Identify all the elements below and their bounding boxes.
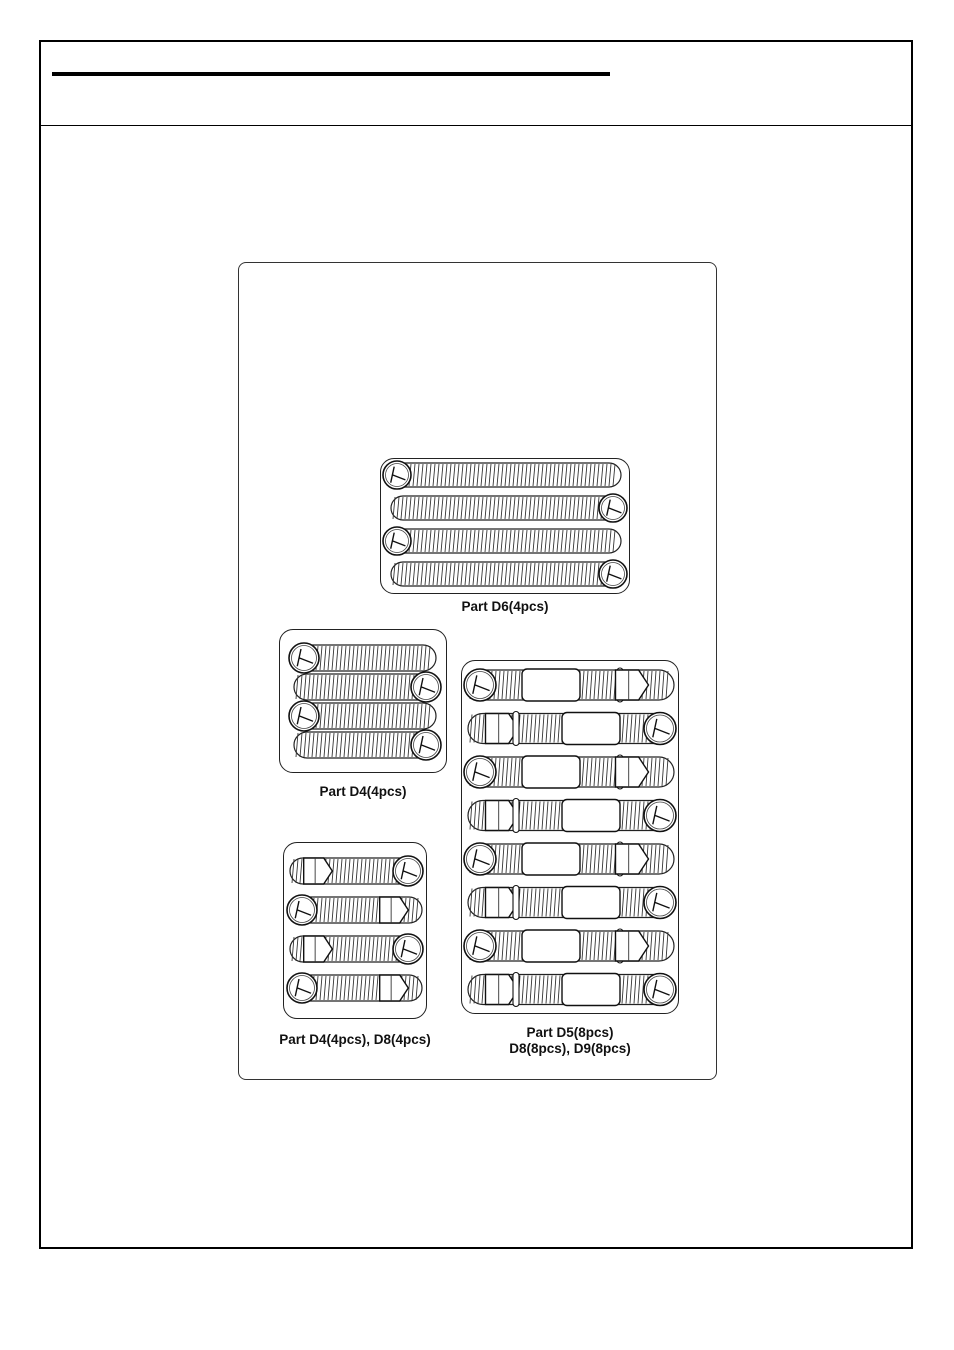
screw-head-icon: [289, 643, 319, 673]
screw-spacer-nut-set: [464, 755, 674, 789]
screw-spacer-nut-set: [464, 668, 674, 702]
part-d6-group: [380, 458, 630, 594]
header-rule: [52, 72, 610, 76]
medium-screw: [289, 701, 436, 731]
screw-nut-pair: [290, 856, 423, 886]
part-d4-d8-illustration: [284, 843, 427, 1019]
screw-head-icon: [644, 974, 676, 1006]
medium-screw: [294, 730, 441, 760]
part-d4-illustration: [280, 630, 447, 773]
screw-head-icon: [464, 930, 496, 962]
screw-head-icon: [644, 800, 676, 832]
screw-head-icon: [287, 973, 317, 1003]
screw-head-icon: [383, 527, 411, 555]
part-d5-caption: Part D5(8pcs): [526, 1025, 614, 1040]
screw-head-icon: [644, 713, 676, 745]
medium-screw: [294, 672, 441, 702]
screw-nut-pair: [287, 973, 422, 1003]
screw-head-icon: [393, 934, 423, 964]
long-screw: [391, 560, 627, 588]
part-d4-group: [279, 629, 447, 773]
long-screw: [383, 527, 621, 555]
screw-head-icon: [393, 856, 423, 886]
part-d5-illustration: [462, 661, 679, 1014]
screw-spacer-nut-set: [468, 886, 676, 920]
screw-spacer-nut-set: [464, 842, 674, 876]
screw-head-icon: [464, 669, 496, 701]
screw-spacer-nut-set: [468, 973, 676, 1007]
screw-head-icon: [411, 672, 441, 702]
screw-head-icon: [464, 843, 496, 875]
long-screw: [391, 494, 627, 522]
part-d6-caption: Part D6(4pcs): [461, 599, 549, 614]
part-d4-d8-group: [283, 842, 427, 1019]
screw-spacer-nut-set: [468, 712, 676, 746]
screw-head-icon: [383, 461, 411, 489]
part-d4-d8-caption: Part D4(4pcs), D8(4pcs): [279, 1032, 431, 1047]
part-d5-group: [461, 660, 679, 1014]
part-d6-illustration: [381, 459, 630, 594]
screw-head-icon: [287, 895, 317, 925]
screw-head-icon: [464, 756, 496, 788]
screw-head-icon: [599, 560, 627, 588]
header-band: [41, 42, 911, 126]
long-screw: [383, 461, 621, 489]
part-d8-d9-caption: D8(8pcs), D9(8pcs): [509, 1041, 631, 1056]
screw-nut-pair: [290, 934, 423, 964]
medium-screw: [289, 643, 436, 673]
screw-nut-pair: [287, 895, 422, 925]
screw-head-icon: [411, 730, 441, 760]
screw-head-icon: [599, 494, 627, 522]
screw-spacer-nut-set: [468, 799, 676, 833]
screw-head-icon: [644, 887, 676, 919]
screw-spacer-nut-set: [464, 929, 674, 963]
screw-head-icon: [289, 701, 319, 731]
part-d4-caption: Part D4(4pcs): [319, 784, 407, 799]
hardware-panel: [238, 262, 717, 1080]
